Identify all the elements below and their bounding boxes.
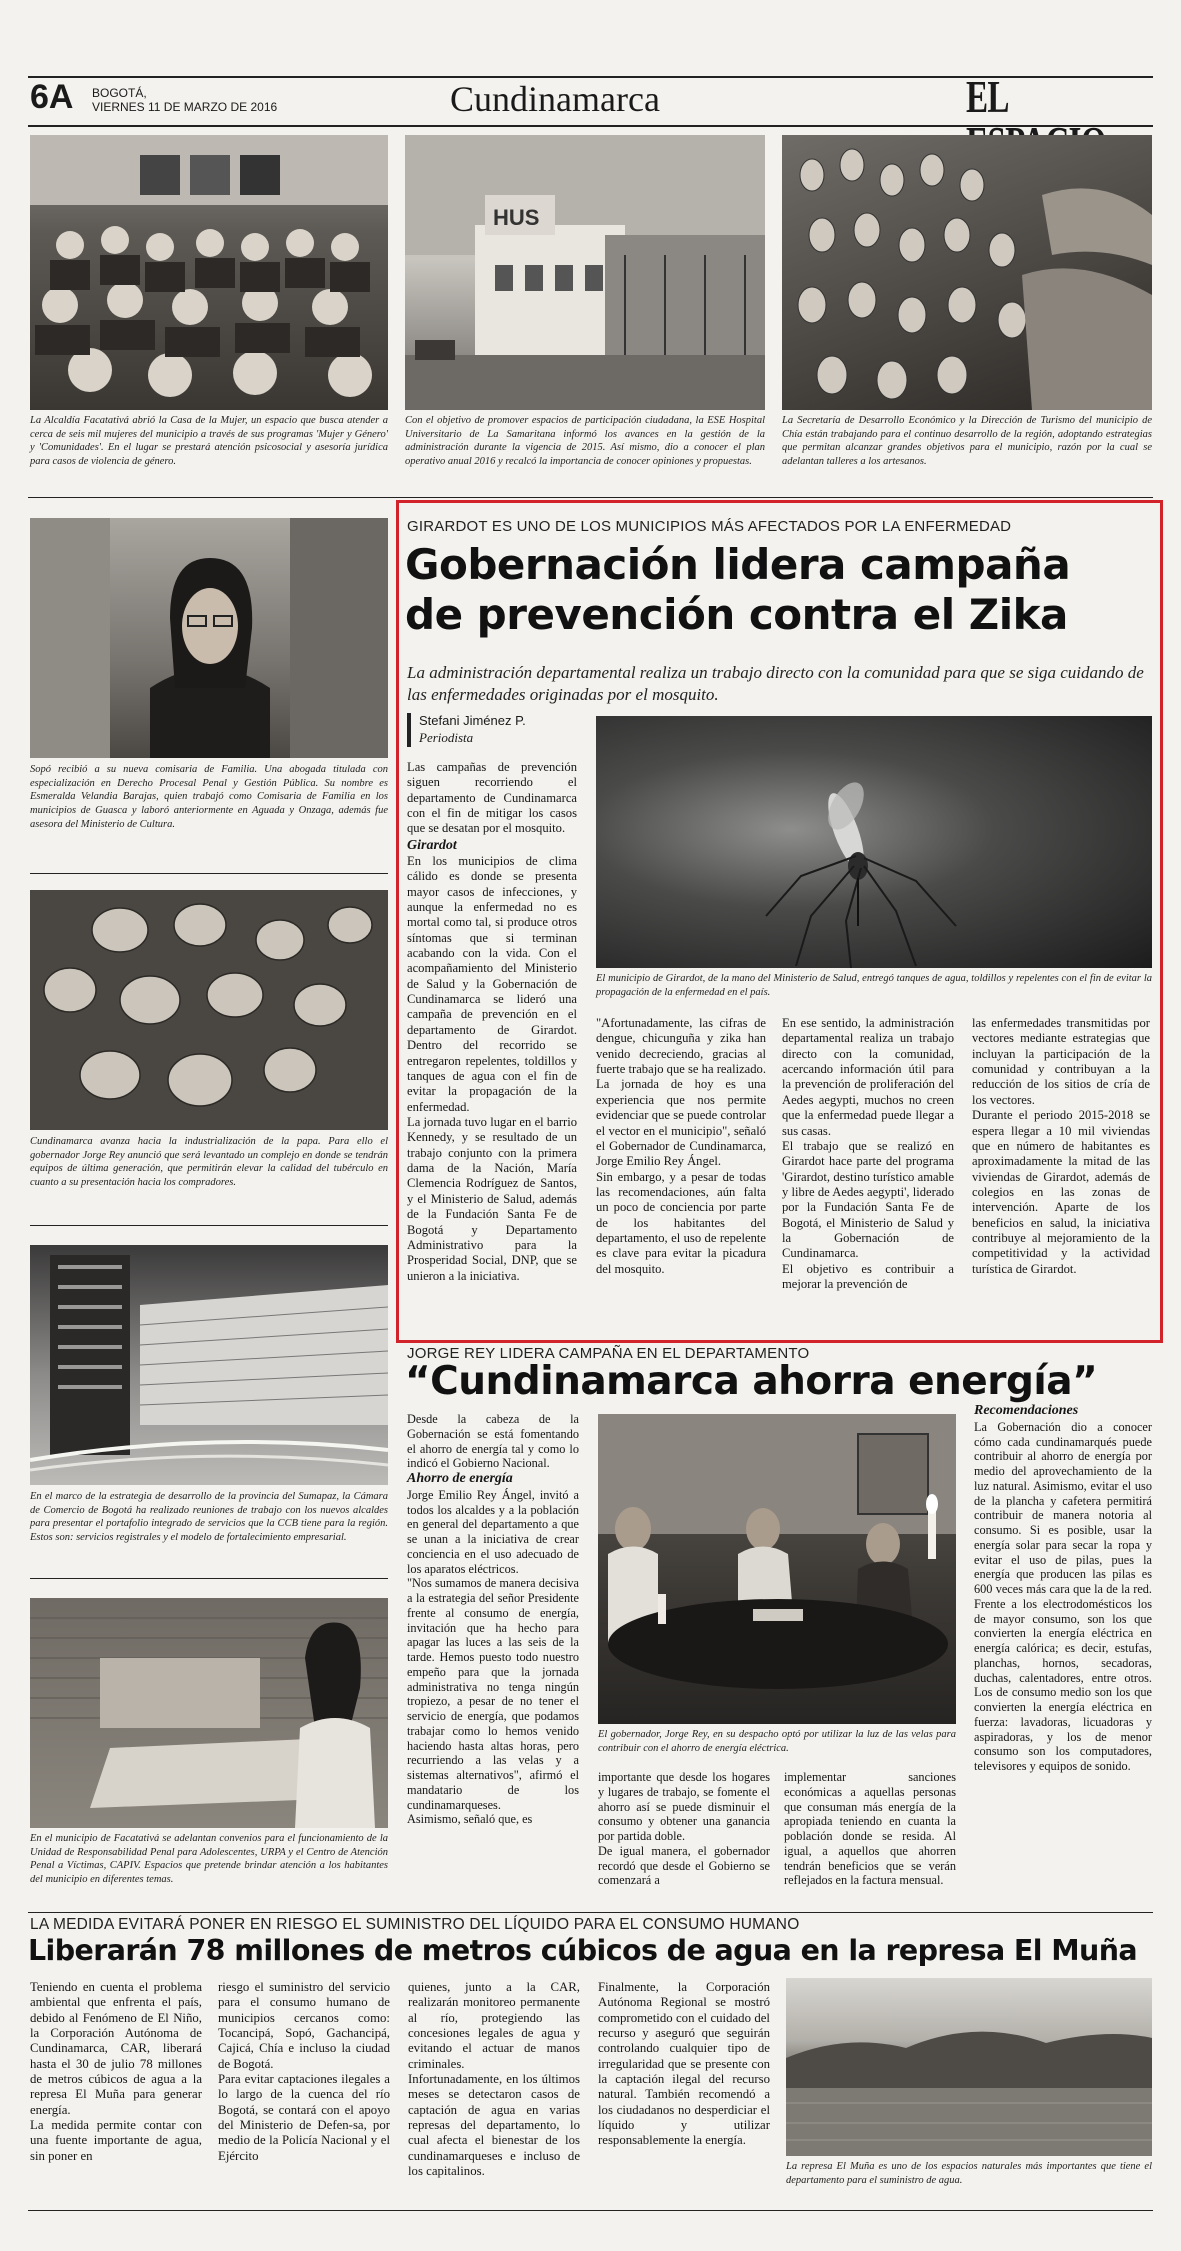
water-col3-para-2: Infortunadamente, en los últimos meses se detectaron casos de captación de agua en varias represas del departamento, lo cual afecta el bienestar de los cundinamarqueses e incluso de los capitalinos. [408,2072,580,2179]
zika-col4-para-2: Durante el periodo 2015-2018 se espera llegar a 10 mil viviendas que en número de habitantes es aproximadamente la mitad de las viviendas de Girardot, además de colegios en las zonas de intervención. Aparte de los beneficios en salud, la iniciativa contribuye al mejoramiento de la competitividad y la actividad turística de Girardot. [972,1108,1150,1276]
zika-column-3 [782,1016,954,1292]
water-column-2 [218,1980,390,2164]
photo-comisaria-art [30,518,388,758]
caption-represa: La represa El Muña es uno de los espacios naturales más importantes que tiene el departamento para el suministro de agua. [786,2161,1152,2186]
energy-col1-para-2: Jorge Emilio Rey Ángel, invitó a todos los alcaldes y a la población en general del departamento a que se unan a la iniciativa de crear conciencia en el uso adecuado de los aparatos eléctricos. [407,1487,579,1576]
zika-byline [407,713,577,747]
energy-col1-para-1: Desde la cabeza de la Gobernación se está fomentando el ahorro de energía tal y como lo indicó el Gobierno Nacional. [407,1412,579,1471]
zika-col2-para-1: "Afortunadamente, las cifras de dengue, chicunguña y zika han venido decreciendo, gracias al fuerte trabajo que se ha realizado. La jornada de hoy es una experiencia que nos permite evidenciar que se puede controlar el vector en el municipio", señaló el Gobernador de Cundinamarca, Jorge Emilio Rey Ángel. [596,1016,766,1169]
photo-facatativa-art [30,1598,388,1828]
caption-casa-mujer: La Alcaldía Facatativá abrió la Casa de la Mujer, un espacio que busca atender a cerca de seis mil mujeres del municipio a través de sus programas 'Mujer y Género' y 'Comunidades'. En el lugar se prestará atención psicosocial y asesoría jurídica para casos de violencia de género. [30,415,388,467]
zika-byline-name: Stefani Jiménez P. [419,713,526,728]
photo-casa-mujer-art [30,135,388,410]
photo-casa-mujer [30,135,388,410]
top-row-divider [28,497,1153,498]
caption-ccb: En el marco de la estrategia de desarrollo de la provincia del Sumapaz, la Cámara de Comercio de Bogotá ha realizado reuniones de trabajo con los nuevos alcaldes para presentar el portafolio integrado de servicios que la CCB tiene para la región. Estos son: servicios registrales y el modelo de fortalecimiento empresarial. [30,1491,388,1543]
energy-column-1 [407,1412,579,1827]
sidebar-divider-3 [30,1578,388,1579]
zika-col2-para-2: Sin embargo, y a pesar de todas las recomendaciones, aún falta un poco de conciencia por parte de los habitantes del departamento, el uso de repelente es clave para evitar la picadura del mosquito. [596,1169,766,1276]
zika-deck: La administración departamental realiza un trabajo directo con la comunidad para que se siga cuidando de las enfermedades originadas por el mosquito. [407,663,1144,704]
dateline [92,86,277,115]
energy-col2-para-1: importante que desde los hogares y lugares de trabajo, se fomente el ahorro así se puede disminuir el consumo y obtener una ganancia por partida doble. [598,1770,770,1843]
zika-col3-para-1: En ese sentido, la administración departamental realiza un trabajo directo con la comunidad, acercando información útil para la prevención de proliferación del Aedes aegypti, muchos no creen que la enfermedad puede llegar a sus casas. [782,1016,954,1138]
zika-col1-para-1: En los municipios de clima cálido es donde se presenta mayor casos de infecciones, y aunque la enfermedad no es mortal como tal, si produce otros síntomas que si terminan acabando con la vida. Con el acompañamiento del Ministerio de Salud y la Gobernación de Cundinamarca se lideró una campaña de prevención en el departamento de Girardot. Dentro del recorrido se entregaron repelentes, toldillos y tanques de agua con el fin de evitar la propagación de la enfermedad. [407,853,577,1114]
photo-papa [30,890,388,1130]
sidebar-divider-1 [30,873,388,874]
photo-hospital [405,135,765,410]
zika-headline [405,540,1070,641]
energy-column-2 [598,1770,770,1888]
zika-column-2 [596,1016,766,1277]
photo-artesanos [782,135,1152,410]
photo-facatativa [30,1598,388,1828]
zika-column-1 [407,760,577,1284]
caption-governor: El gobernador, Jorge Rey, en su despacho optó por utilizar la luz de las velas para contribuir con el ahorro de energía eléctrica. [598,1729,956,1754]
water-column-3 [408,1980,580,2179]
photo-represa-art [786,1978,1152,2156]
photo-ccb [30,1245,388,1485]
zika-col3-para-3: El objetivo es contribuir a mejorar la prevención de [782,1261,954,1292]
zika-headline-line-1: Gobernación lidera campaña [405,540,1071,589]
energy-col4-para-1: La Gobernación dio a conocer cómo cada cundinamarqués puede contribuir al ahorro de energía por medio del aprovechamiento de la luz natural. Asimismo, evitar el uso de la plancha y cafetera permitirá contribuir de manera notoria al consumo. Si es posible, usar la energía solar para secar la ropa y evitar el uso de pilas, pues la energía que producen las pilas es 600 veces más cara que la de la red. Frente a los electrodomésticos los de mayor consumo, son los que convierten la energía eléctrica en energía calórica; es decir, estufas, planchas, hornos, secadoras, duchas, calentadores, entre otros. Los de consumo medio son los que convierten la energía eléctrica en fuerza: lavadoras, licuadoras y aspiradoras, y los de menor consumo son los computadores, televisores y equipos de sonido. [974,1419,1152,1774]
caption-artesanos: La Secretaría de Desarrollo Económico y la Dirección de Turismo del municipio de Chía están trabajando para el continuo desarrollo de la región, adoptando estrategias que permitan alcanzar grandes objetivos para el municipio, razón por la cual se adelantan talleres a los artesanos. [782,415,1152,467]
water-col4-para-1: Finalmente, la Corporación Autónoma Regional se mostró comprometido con el cuidado del recurso y aseguró que seguirán controlando cualquier tipo de irregularidad que se presente con la captación ilegal del recurso natural. También recomendó a los ciudadanos no desperdiciar el líquido y utilizar responsablemente la energía. [598,1980,770,2148]
masthead-logo: EL [966,71,1007,122]
caption-comisaria: Sopó recibió a su nueva comisaria de Familia. Una abogada titulada con especialización en Derecho Procesal Penal y Gestión Pública. Su nombre es Esmeralda Velandia Barajas, quien trabajó como Comisaria de Familia en los municipios de Guasca y laboró anteriormente en Aguada y Onzaga, además fue asesora del Ministerio de Cultura. [30,764,388,830]
energy-col2-para-2: De igual manera, el gobernador recordó que desde el Gobierno se comenzará a [598,1843,770,1888]
dateline-city: BOGOTÁ, [92,86,147,100]
water-col2-para-2: Para evitar captaciones ilegales a lo largo de la cuenca del río Bogotá, se contará con el apoyo del Ministerio de Defen-sa, por medio de la Policía Nacional y el Ejército [218,2072,390,2163]
energy-column-4 [974,1403,1152,1774]
water-top-rule [28,1912,1153,1913]
photo-comisaria [30,518,388,758]
zika-col3-para-2: El trabajo que se realizó en Girardot hace parte del programa 'Girardot, destino turístico amable y libre de Aedes aegypti', liderado por la Fundación Santa Fe de Bogotá, el Ministerio de Salud y la Gobernación de Cundinamarca. [782,1138,954,1261]
zika-subhead: Girardot [407,837,457,853]
photo-artesanos-art [782,135,1152,410]
zika-intro: Las campañas de prevención siguen recorriendo el departamento de Cundinamarca con el fin de mitigar los casos que se desatan por el mosquito. [407,760,577,836]
zika-col4-para-1: las enfermedades transmitidas por vectores mediante estrategias que incluyan la participación de la comunidad y contribuyan a la reducción de los sitios de cría de los vectores. [972,1016,1150,1107]
svg-text:HUS: HUS [493,205,540,230]
caption-mosquito: El municipio de Girardot, de la mano del Ministerio de Salud, entregó tanques de agua, toldillos y repelentes con el fin de evitar la propagación de la enfermedad en el país. [596,973,1152,998]
caption-hospital: Con el objetivo de promover espacios de participación ciudadana, la ESE Hospital Universitario de La Samaritana informó los avances en la gestión de la administración durante la vigencia de 2015. Así mismo, dio a conocer el plan operativo anual 2016 y recalcó la importancia de conocer opiniones y propuestas. [405,415,765,467]
energy-headline: “Cundinamarca ahorra energía” [405,1359,1098,1404]
photo-governor-art [598,1414,956,1724]
header-bottom-rule [28,125,1153,127]
energy-column-3 [784,1770,956,1888]
water-col3-para-1: quienes, junto a la CAR, realizarán monitoreo permanente al río, protegiendo las concesiones legales de agua y evitando el actuar de manos criminales. [408,1980,580,2071]
energy-subhead-2: Recomendaciones [974,1403,1079,1418]
energy-kicker: JORGE REY LIDERA CAMPAÑA EN EL DEPARTAMENTO [407,1345,810,1362]
water-col1-para-2: La medida permite contar con una fuente importante de agua, sin poner en [30,2118,202,2163]
zika-col1-para-2: La jornada tuvo lugar en el barrio Kennedy, y se resultado de un trabajo conjunto con la primera dama de la Nación, María Clemencia Rodríguez de Santos, y el Ministerio de Salud, además de la Fundación Santa Fe de Bogotá y Departamento Administrativo para la Prosperidad Social, DNP, que se unieron a la iniciativa. [407,1114,577,1283]
photo-governor [598,1414,956,1724]
photo-mosquito [596,716,1152,968]
photo-represa [786,1978,1152,2156]
photo-ccb-art [30,1245,388,1485]
zika-byline-role: Periodista [419,729,474,745]
page-number: 6A [30,78,74,116]
photo-hospital-art [405,135,765,410]
water-column-1 [30,1980,202,2164]
mosquito-icon [596,716,1152,968]
energy-subhead-1: Ahorro de energía [407,1471,513,1486]
energy-col1-para-4: Asimismo, señaló que, es [407,1812,533,1827]
photo-papa-art [30,890,388,1130]
dateline-date: VIERNES 11 DE MARZO DE 2016 [92,100,278,115]
energy-col3-para-1: implementar sanciones económicas a aquellas personas que consuman más energía de la apropiada teniendo en cuanta la población donde se resida. Al igual, a aquellos que ahorren tendrán beneficios que se verán reflejados en la factura mensual. [784,1770,956,1888]
zika-kicker: GIRARDOT ES UNO DE LOS MUNICIPIOS MÁS AFECTADOS POR LA ENFERMEDAD [407,518,1012,535]
section-name: Cundinamarca [450,79,660,119]
caption-papa: Cundinamarca avanza hacia la industrialización de la papa. Para ello el gobernador Jorge Rey anunció que será levantado un complejo en donde se tendrán equipos de última generación, que permitirán elevar la calidad del tubérculo en cuanto a su presentación hacia los compradores. [30,1136,388,1188]
zika-column-4 [972,1016,1150,1277]
water-col1-para-1: Teniendo en cuenta el problema ambiental que enfrenta el país, debido al Fenómeno de El Niño, la Corporación Autónoma de Cundinamarca, CAR, liberará hasta el 30 de julio 78 millones de metros cúbicos de agua a la represa El Muña para generar energía. [30,1980,202,2117]
energy-col1-para-3: "Nos sumamos de manera decisiva a la estrategia del señor Presidente frente al consumo de energía, invitación que ha hecho para apagar las luces a las seis de la tarde. Hemos puesto todo nuestro empeño para que la jornada administrativa no tenga ningún tropiezo, a pesar de no tener el servicio de energía, que podamos trabajar como lo hemos venido haciendo hasta altas horas, pero recurriendo a las velas y a sistemas alternativos", afirmó el mandatario de los cundinamarqueses. [407,1576,579,1812]
zika-headline-line-2: de prevención contra el Zika [405,590,1068,640]
caption-facatativa: En el municipio de Facatativá se adelantan convenios para el funcionamiento de la Unidad de Responsabilidad Penal para Adolescentes, URPA y el Centro de Atención Penal a Víctimas, CAPIV. Espacios que pretende brindar atención a los habitantes del municipio en diferentes temas. [30,1833,388,1885]
water-headline: Liberarán 78 millones de metros cúbicos de agua en la represa El Muña [28,1934,1138,1967]
water-kicker: LA MEDIDA EVITARÁ PONER EN RIESGO EL SUMINISTRO DEL LÍQUIDO PARA EL CONSUMO HUMANO [30,1916,800,1933]
water-col2-para-1: riesgo el suministro del servicio para el consumo humano de municipios cercanos como: Tocancipá, Sopó, Gachancipá, Cajicá, Chía e incluso la ciudad de Bogotá. [218,1980,390,2071]
page-bottom-rule [28,2210,1153,2211]
sidebar-divider-2 [30,1225,388,1226]
water-column-4 [598,1980,770,2149]
